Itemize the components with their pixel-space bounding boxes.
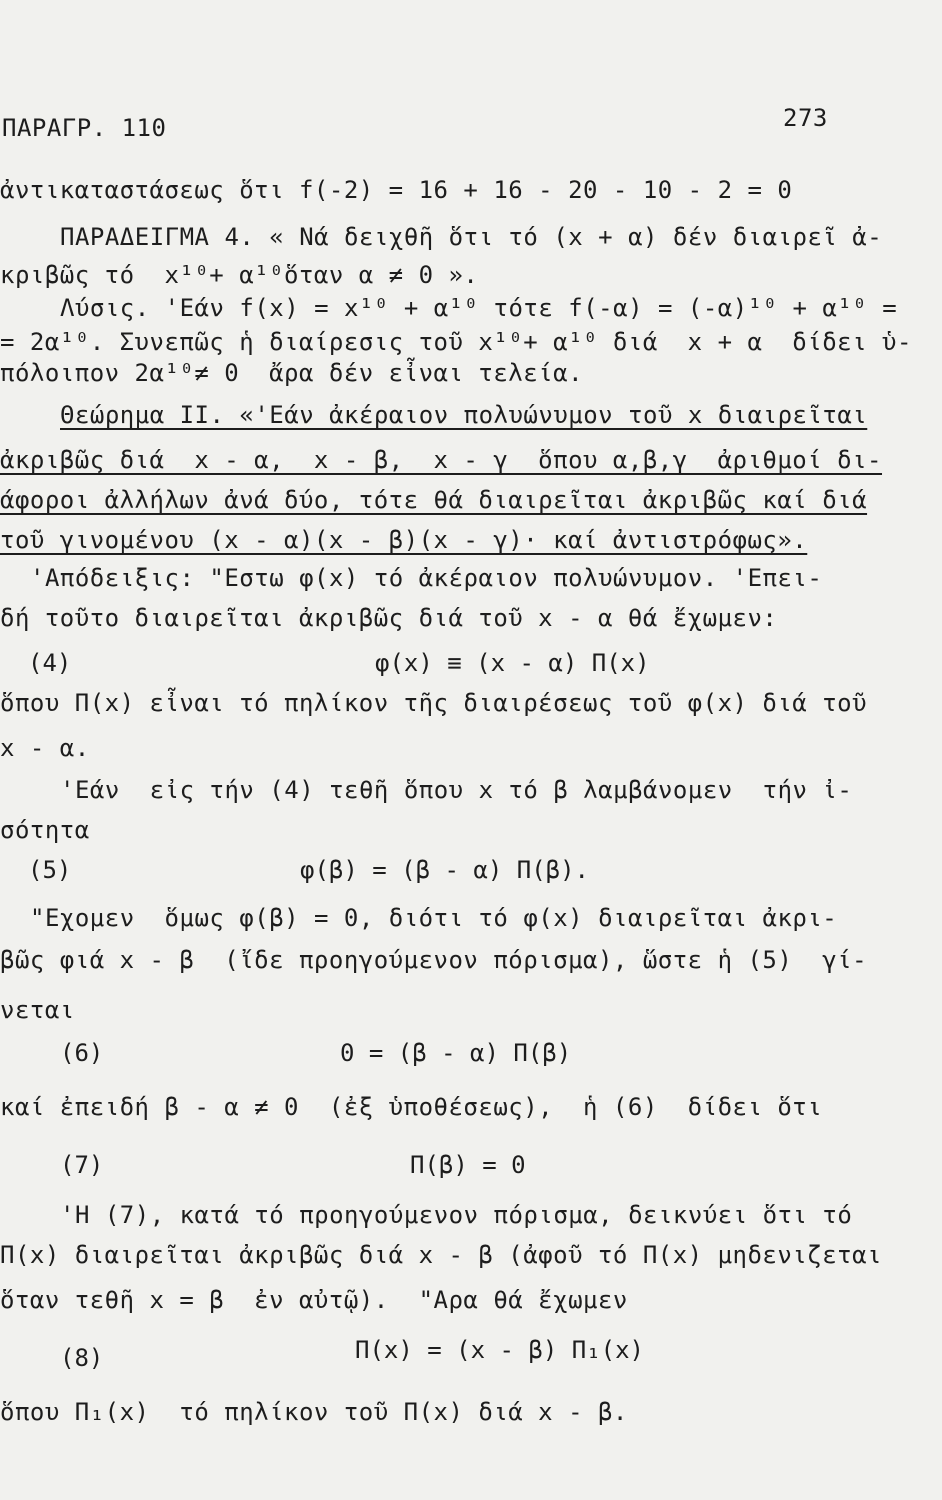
theorem-heading-line: Θεώρημα ΙΙ. «'Εάν ἀκέραιον πολυώνυμον τοῦ x διαιρεῖται: [60, 401, 868, 429]
text-line: x - α.: [0, 734, 90, 762]
theorem-line: άφοροι ἀλλήλων ἀνά δύο, τότε θά διαιρεῖται ἀκριβῶς καί διά: [0, 486, 868, 514]
text-line: νεται: [0, 996, 75, 1024]
theorem-line: ἀκριβῶς διά x - α, x - β, x - γ ὅπου α,β,γ ἀριθμοί δι-: [0, 446, 883, 474]
equation: φ(x) ≡ (x - α) Π(x): [375, 649, 650, 677]
text-line: δή τοῦτο διαιρεῖται ἀκριβῶς διά τοῦ x - α θά ἔχωμεν:: [0, 604, 778, 632]
text-line: βῶς φιά x - β (ἴδε προηγούμενον πόρισμα), ὥστε ἡ (5) γί-: [0, 946, 868, 974]
page-number: 273: [783, 104, 828, 132]
text-line: = 2α¹⁰. Συνεπῶς ἡ διαίρεσις τοῦ x¹⁰+ α¹⁰ διά x + α δίδει ὑ-: [0, 328, 912, 356]
equation: Π(x) = (x - β) Π₁(x): [355, 1336, 644, 1364]
equation: φ(β) = (β - α) Π(β).: [300, 856, 589, 884]
equation-number: (6): [60, 1039, 104, 1067]
text-line: καί ἐπειδή β - α ≠ 0 (ἐξ ὑποθέσεως), ἡ (6) δίδει ὅτι: [0, 1093, 823, 1121]
equation-number: (7): [60, 1151, 104, 1179]
text-line: 'Εάν εἰς τήν (4) τεθῆ ὅπου x τό β λαμβάνομεν τήν ἰ-: [60, 776, 853, 804]
text-line: Π(x) διαιρεῖται ἀκριβῶς διά x - β (ἀφοῦ τό Π(x) μηδενιζεται: [0, 1241, 883, 1269]
section-header: ΠΑΡΑΓΡ. 110: [2, 114, 167, 142]
equation-number: (4): [28, 649, 72, 677]
equation-number: (5): [28, 856, 72, 884]
text-line: ὅπου Π(x) εἶναι τό πηλίκον τῆς διαιρέσεως τοῦ φ(x) διά τοῦ: [0, 689, 868, 717]
text-line: πόλοιπον 2α¹⁰≠ 0 ἄρα δέν εἶναι τελεία.: [0, 359, 584, 387]
equation: 0 = (β - α) Π(β): [340, 1039, 572, 1067]
equation-number: (8): [60, 1344, 104, 1372]
text-line: ἀντικαταστάσεως ὅτι f(-2) = 16 + 16 - 20 - 10 - 2 = 0: [0, 176, 793, 204]
proof-line: 'Απόδειξις: "Εστω φ(x) τό ἀκέραιον πολυώνυμον. 'Επει-: [30, 564, 823, 592]
theorem-line: τοῦ γινομένου (x - α)(x - β)(x - γ)· καί ἀντιστρόφως».: [0, 526, 808, 554]
equation: Π(β) = 0: [410, 1151, 526, 1179]
example-heading-line: ΠΑΡΑΔΕΙΓΜΑ 4. « Νά δειχθῆ ὅτι τό (x + α) δέν διαιρεῖ ἀ-: [60, 223, 883, 251]
text-line: ὅταν τεθῆ x = β ἐν αὐτῷ). "Αρα θά ἔχωμεν: [0, 1286, 628, 1314]
text-line: "Εχομεν ὅμως φ(β) = 0, διότι τό φ(x) διαιρεῖται ἀκρι-: [30, 904, 838, 932]
solution-line: Λύσις. 'Εάν f(x) = x¹⁰ + α¹⁰ τότε f(-α) = (-α)¹⁰ + α¹⁰ =: [60, 294, 898, 322]
text-line: 'Η (7), κατά τό προηγούμενον πόρισμα, δεικνύει ὅτι τό: [60, 1201, 853, 1229]
text-line: κριβῶς τό x¹⁰+ α¹⁰ὅταν α ≠ 0 ».: [0, 261, 479, 289]
text-line: σότητα: [0, 816, 90, 844]
text-line: ὅπου Π₁(x) τό πηλίκον τοῦ Π(x) διά x - β.: [0, 1398, 628, 1426]
